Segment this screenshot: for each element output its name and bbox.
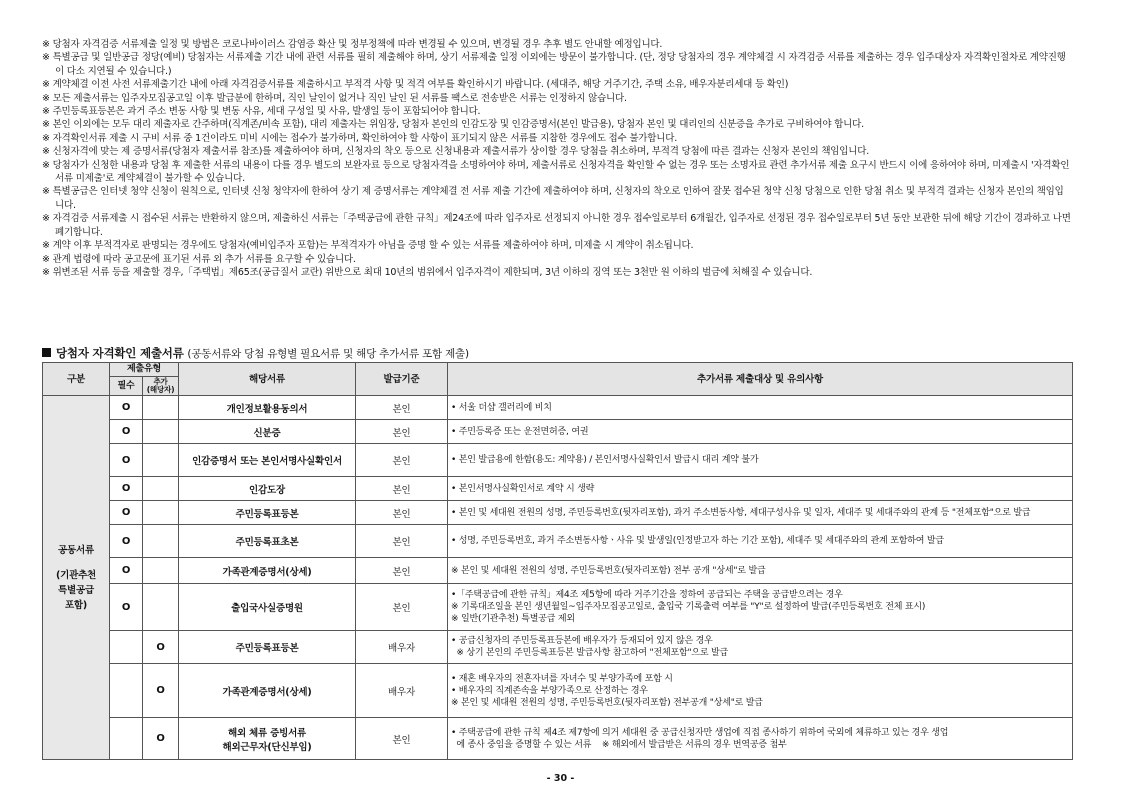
- notes-cell: [448, 664, 1073, 718]
- note-item: ※ 위변조된 서류 등을 제출할 경우,「주택법」제65조(공급질서 교란) 위반으로 최대 10년의 범위에서 입주자격이 제한되며, 3년 이하의 징역 또는 3천만 원 이하의 벌금에 처해질 수 있습니다.: [42, 266, 813, 278]
- note-line: • 공급신청자의 주민등록표등본에 배우자가 등재되어 있지 않은 경우: [451, 636, 713, 646]
- document-name: [179, 444, 356, 477]
- document-name-line: 주민등록표등본: [235, 643, 299, 654]
- category-cell: [43, 396, 110, 760]
- table-row: [43, 501, 1073, 525]
- header-submit-type: 제출유형: [110, 363, 179, 377]
- table-row: [43, 718, 1073, 760]
- section-subtitle: (공동서류와 당첨 유형별 필요서류 및 해당 추가서류 포함 제출): [187, 348, 469, 360]
- note-item: ※ 계약체결 이전 사전 서류제출기간 내에 아래 자격검증서류를 제출하시고 부적격 사항 및 적격 여부를 확인하시기 바랍니다. (세대주, 해당 거주기간, 주택 소유, 배우자분리세대 등 확인): [42, 79, 789, 91]
- table-row: [43, 664, 1073, 718]
- square-bullet-icon: [42, 348, 51, 357]
- table-row: [43, 396, 1073, 420]
- note-item: ※ 당첨자 자격검증 서류제출 일정 및 방법은 코로나바이러스 감염증 확산 및 정부정책에 따라 변경될 수 있으며, 변경될 경우 추후 별도 안내할 예정입니다.: [42, 39, 663, 50]
- notes-cell: [448, 584, 1073, 631]
- additional-mark: O: [143, 631, 179, 664]
- table-row: [43, 525, 1073, 558]
- document-name-line: 출입국사실증명원: [231, 603, 303, 614]
- note-line: ※ 본인 및 세대원 전원의 성명, 주민등록번호(뒷자리포함) 전부 공개 "상세"로 발급: [451, 565, 766, 576]
- required-mark: [110, 664, 143, 718]
- additional-mark: [143, 477, 179, 501]
- table-row: [43, 420, 1073, 444]
- document-name: [179, 664, 356, 718]
- required-mark: O: [110, 444, 143, 477]
- note-item: ※ 자격검증 서류제출 시 접수된 서류는 반환하지 않으며, 제출하신 서류는「주택공급에 관한 규칙」제24조에 따라 입주자로 선정되지 아니한 경우 접수일로부터 6개월간, 입주자로 선정된 경우 접수일로부터 5년 동안 보관한 뒤에 해당 기간이 경과하고 나면 폐기합니다.: [42, 213, 1071, 238]
- header-category: 구분: [43, 363, 110, 396]
- document-name-line: 신분증: [253, 427, 281, 439]
- note-line: • 성명, 주민등록번호, 과거 주소변동사항ㆍ사유 및 발생일(인정받고자 하는 기간 포함), 세대주 및 세대주와의 관계 포함하여 발급: [451, 536, 944, 546]
- document-name-line: 개인정보활용동의서: [226, 403, 308, 415]
- note-item: ※ 계약 이후 부적격자로 판명되는 경우에도 당첨자(예비입주자 포함)는 부적격자가 아님을 증명 할 수 있는 서류를 제출하여야 하며, 미제출 시 계약이 취소됩니다.: [42, 240, 694, 252]
- issued-for: 본인: [356, 525, 448, 558]
- note-item: ※ 주민등록표등본은 과거 주소 변동 사항 및 변동 사유, 세대 구성일 및 사유, 발생일 등이 포함되어야 합니다.: [42, 106, 481, 118]
- note-item: ※ 신청자격에 맞는 제 증명서류(당첨자 제출서류 참조)를 제출하여야 하며, 신청자의 착오 등으로 신청내용과 제출서류가 상이할 경우 당첨을 취소하며, 부적격 당첨에 따른 결과는 신청자 본인의 책임입니다.: [42, 146, 870, 158]
- header-additional-line1: 추가: [153, 377, 168, 386]
- required-mark: [110, 718, 143, 760]
- note-item: ※ 자격확인서류 제출 시 구비 서류 중 1건이라도 미비 시에는 접수가 불가하며, 확인하여야 할 사항이 표기되지 않은 서류를 지참한 경우에도 접수 불가합니다.: [42, 132, 678, 144]
- document-name: [179, 501, 356, 525]
- note-line: ※ 본인 및 세대원 전원의 성명, 주민등록번호(뒷자리포함) 전부공개 "상세"로 발급: [451, 697, 763, 708]
- note-line: • 주택공급에 관한 규칙 제4조 제7항에 의거 세대원 중 공급신청자만 생업에 직접 종사하기 위하여 국외에 체류하고 있는 경우 생업: [451, 727, 949, 738]
- document-name: [179, 525, 356, 558]
- note-line: • 배우자의 직계존속을 부양가족으로 산정하는 경우: [451, 685, 648, 696]
- header-document: 해당서류: [179, 363, 356, 396]
- required-mark: O: [110, 584, 143, 631]
- required-mark: O: [110, 477, 143, 501]
- category-line: 공동서류: [58, 544, 94, 556]
- note-item: ※ 특별공급 및 일반공급 정당(예비) 당첨자는 서류제출 기간 내에 관련 서류를 필히 제출해야 하며, 상기 서류제출 일정 이외에는 방문이 불가합니다. (단, 정당 당첨자의 경우 계약체결 시 자격검증 서류를 제출하는 경우 입주대상자 자격확인절차로 계약진행이 다소 지연될 수 있습니다.): [42, 52, 1066, 77]
- document-name: [179, 558, 356, 584]
- required-mark: [110, 631, 143, 664]
- note-item: ※ 당첨자가 신청한 내용과 당첨 후 제출한 서류의 내용이 다를 경우 별도의 보완자료 등으로 당첨자격을 소명하여야 하며, 제출서류로 신청자격을 확인할 수 없는 경우 또는 소명자료 관련 추가서류 제출 요구시 반드시 이에 응하여야 하며, 미제출시 '자격확인서류 미제출'로 계약체결이 불가할 수 있습니다.: [42, 159, 1070, 185]
- additional-mark: [143, 584, 179, 631]
- issued-for: 본인: [356, 558, 448, 584]
- note-line: •「주택공급에 관한 규칙」제4조 제5항에 따라 거주기간을 정하여 공급되는 주택을 공급받으려는 경우: [451, 590, 843, 600]
- section-title: [42, 345, 469, 361]
- section-title-text: 당첨자 자격확인 제출서류: [56, 346, 184, 360]
- document-name-line: 주민등록표초본: [235, 537, 299, 548]
- document-name: [179, 396, 356, 420]
- document-name-line: 해외 체류 증빙서류: [228, 727, 307, 739]
- note-line: ※ 기록대조일을 본인 생년월일~입주자모집공고일로, 출입국 기록출력 여부를 "Y"로 설정하여 발급(주민등록번호 전체 표시): [451, 602, 926, 612]
- required-mark: O: [110, 525, 143, 558]
- additional-mark: [143, 501, 179, 525]
- page-number: - 30 -: [546, 773, 575, 784]
- note-item: ※ 특별공급은 인터넷 청약 신청이 원칙으로, 인터넷 신청 청약자에 한하여 상기 제 증명서류는 계약체결 전 서류 제출 기간에 제출하여야 하며, 신청자의 착오로 인하여 잘못 접수된 청약 신청 당첨으로 인한 당첨 취소 및 부적격 결과는 신청자 본인의 책임입니다.: [42, 186, 1064, 211]
- document-name: [179, 477, 356, 501]
- note-item: ※ 모든 제출서류는 입주자모집공고일 이후 발급분에 한하며, 직인 날인이 없거나 직인 날인 된 서류를 팩스로 전송받은 서류는 인정하지 않습니다.: [42, 92, 627, 104]
- note-line: 에 종사 중임을 증명할 수 있는 서류 ※ 해외에서 발급받은 서류의 경우 번역공증 첨부: [451, 739, 787, 750]
- header-additional: [143, 377, 179, 396]
- document-name-line: 주민등록표등본: [235, 508, 299, 520]
- category-gap: [46, 558, 106, 568]
- note-line: • 주민등록증 또는 운전면허증, 여권: [451, 426, 589, 437]
- category-line: 포함): [64, 599, 88, 611]
- required-mark: O: [110, 420, 143, 444]
- notes-cell: [448, 420, 1073, 444]
- header-additional-line2: (해당자): [146, 385, 175, 394]
- category-line: (기관추천: [55, 569, 97, 581]
- documents-table: [42, 362, 1073, 760]
- table-body: [43, 396, 1073, 760]
- issued-for: 배우자: [356, 631, 448, 664]
- document-name-line: 인감증명서 또는 본인서명사실확인서: [192, 456, 342, 467]
- issued-for: 본인: [356, 444, 448, 477]
- note-line: • 재혼 배우자의 전혼자녀를 자녀수 및 부양가족에 포함 시: [451, 673, 673, 684]
- note-line: • 본인 및 세대원 전원의 성명, 주민등록번호(뒷자리포함), 과거 주소변동사항, 세대구성사유 및 일자, 세대주 및 세대주와의 관계 등 "전체포함"으로 발급: [451, 507, 1031, 518]
- issued-for: 본인: [356, 718, 448, 760]
- notes-cell: [448, 558, 1073, 584]
- issued-for: 본인: [356, 420, 448, 444]
- issued-for: 본인: [356, 584, 448, 631]
- document-name: [179, 631, 356, 664]
- document-name: [179, 584, 356, 631]
- notes-cell: [448, 501, 1073, 525]
- table-row: [43, 558, 1073, 584]
- notes-cell: [448, 477, 1073, 501]
- notes-cell: [448, 631, 1073, 664]
- additional-mark: [143, 444, 179, 477]
- issued-for: 본인: [356, 396, 448, 420]
- header-notes: 추가서류 제출대상 및 유의사항: [448, 363, 1073, 396]
- notes-section: [42, 38, 1072, 279]
- additional-mark: [143, 525, 179, 558]
- document-name: [179, 420, 356, 444]
- notes-cell: [448, 525, 1073, 558]
- table-row: [43, 631, 1073, 664]
- note-line: • 본인 발급용에 한함(용도: 계약용) / 본인서명사실확인서 발급시 대리 계약 불가: [451, 455, 759, 465]
- additional-mark: O: [143, 664, 179, 718]
- document-name: [179, 718, 356, 760]
- required-mark: O: [110, 501, 143, 525]
- table-row: [43, 584, 1073, 631]
- header-required: 필수: [110, 377, 143, 396]
- required-mark: O: [110, 396, 143, 420]
- table-row: [43, 477, 1073, 501]
- document-name-line: 인감도장: [249, 484, 285, 496]
- table-row: [43, 444, 1073, 477]
- note-item: ※ 본인 이외에는 모두 대리 제출자로 간주하며(직계존/비속 포함), 대리 제출자는 위임장, 당첨자 본인의 인감도장 및 인감증명서(본인 발급용), 당첨자 본인 및 대리인의 신분증을 추가로 구비하여야 합니다.: [42, 119, 864, 131]
- document-name-line: 가족관계증명서(상세): [222, 566, 312, 578]
- additional-mark: [143, 396, 179, 420]
- note-line: ※ 상기 본인의 주민등록표등본 발급사항 참고하여 "전체포함"으로 발급: [451, 648, 729, 658]
- additional-mark: O: [143, 718, 179, 760]
- issued-for: 본인: [356, 501, 448, 525]
- document-name-line: 해외근무자(단신부임): [222, 741, 312, 753]
- document-name-line: 가족관계증명서(상세): [222, 686, 312, 698]
- additional-mark: [143, 558, 179, 584]
- category-line: 특별공급: [58, 584, 94, 596]
- issued-for: 본인: [356, 477, 448, 501]
- notes-cell: [448, 444, 1073, 477]
- note-line: • 서울 더샵 갤러리에 비치: [451, 402, 552, 413]
- issued-for: 배우자: [356, 664, 448, 718]
- header-issued-for: 발급기준: [356, 363, 448, 396]
- note-item: ※ 관계 법령에 따라 공고문에 표기된 서류 외 추가 서류를 요구할 수 있습니다.: [42, 253, 356, 265]
- required-mark: O: [110, 558, 143, 584]
- notes-cell: [448, 396, 1073, 420]
- note-line: • 본인서명사실확인서로 계약 시 생략: [451, 483, 595, 494]
- notes-cell: [448, 718, 1073, 760]
- note-line: ※ 일반(기관추천) 특별공급 제외: [451, 614, 575, 624]
- additional-mark: [143, 420, 179, 444]
